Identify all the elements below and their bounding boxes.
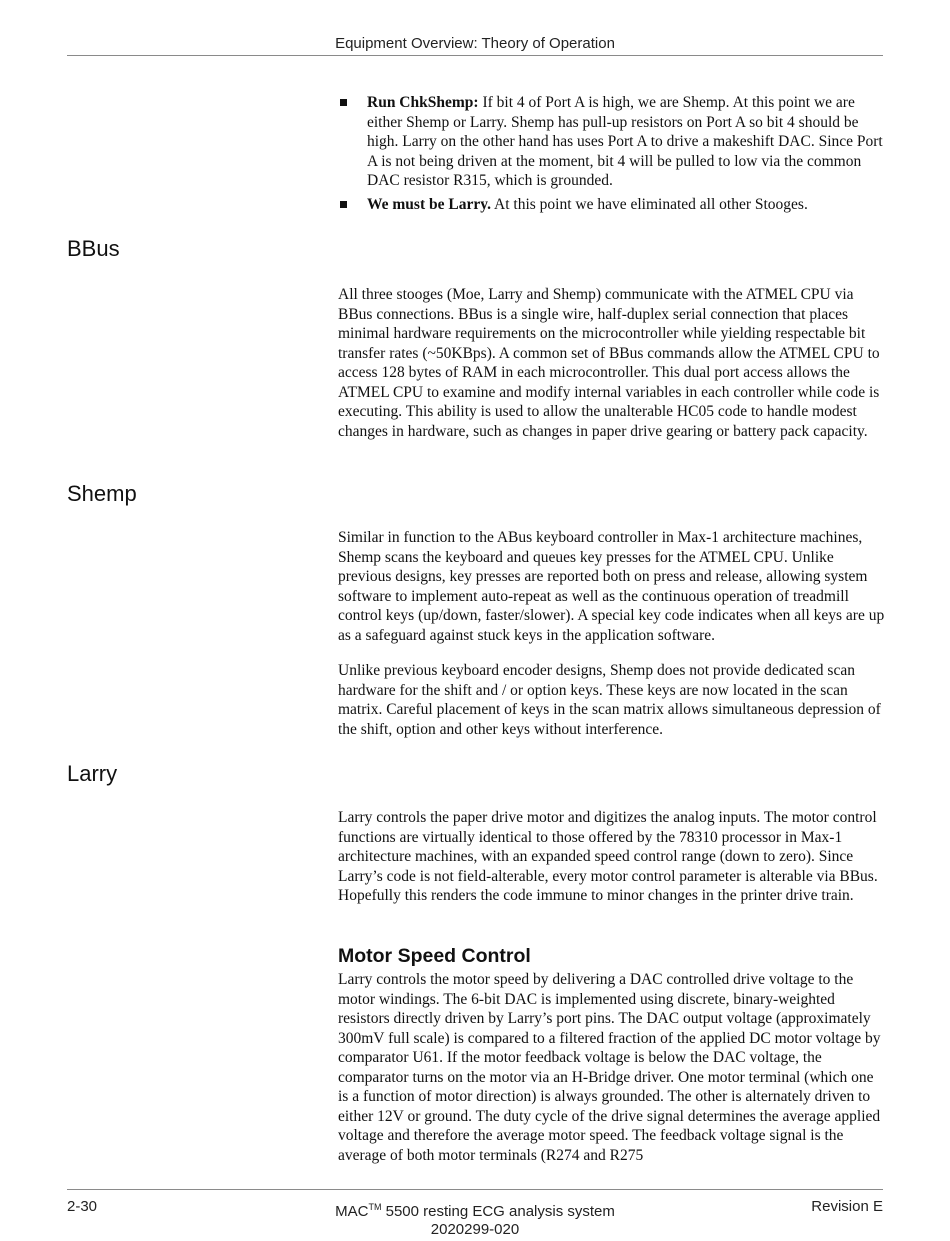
- doc-number: 2020299-020: [430, 1221, 520, 1238]
- bullet-list: [338, 93, 886, 218]
- product-prefix: MAC: [335, 1203, 369, 1220]
- revision: Revision E: [811, 1198, 883, 1215]
- paragraph: All three stooges (Moe, Larry and Shemp) communicate with the ATMEL CPU via BBus connections. BBus is a single wire, half-duplex serial connection that places minimal hardware requirements on the microcontroller while yielding respectable bit transfer rates (~50KBps). A common set of BBus commands allow the ATMEL CPU to access 128 bytes of RAM in each microcontroller. This dual port access allows the ATMEL CPU to examine and modify internal variables in each controller while code is executing. This ability is used to allow the unalterable HC05 code to handle modest changes in hardware, such as changes in paper drive gearing or battery pack capacity.: [338, 286, 880, 440]
- larry-body: [338, 808, 886, 906]
- header-rule: [67, 55, 883, 56]
- product-suffix: 5500 resting ECG analysis system: [381, 1203, 615, 1220]
- page-number: 2-30: [67, 1198, 98, 1215]
- subheading-motor-speed-control: Motor Speed Control: [338, 945, 531, 967]
- footer-rule: [67, 1189, 883, 1190]
- motor-speed-body: [338, 970, 886, 1165]
- shemp-body: [338, 528, 886, 645]
- paragraph: Larry controls the paper drive motor and digitizes the analog inputs. The motor control functions are virtually identical to those offered by the 78310 processor in Max-1 architecture machines, with an expanded speed control range (down to zero). Since Larry’s code is not field-alterable, every motor control parameter is alterable via BBus. Hopefully this renders the code immune to minor changes in the printer drive train.: [338, 809, 878, 904]
- bullet-item: [338, 93, 886, 191]
- section-heading-larry: Larry: [67, 761, 118, 786]
- bullet-item: [338, 195, 886, 215]
- bbus-body: [338, 285, 886, 441]
- bullet-lead: Run ChkShemp:: [367, 94, 479, 111]
- paragraph: Larry controls the motor speed by delivering a DAC controlled drive voltage to the motor windings. The 6-bit DAC is implemented using discrete, binary-weighted resistors directly driven by Larry’s port pins. The DAC output voltage (approximately 300mV full scale) is compared to a filtered fraction of the applied DC motor voltage by comparator U61. If the motor feedback voltage is below the DAC voltage, the comparator turns on the motor via an H-Bridge driver. One motor terminal (which one is a function of motor direction) is always grounded. The other is alternately driven to either 12V or ground. The duty cycle of the drive signal determines the average applied voltage and therefore the average motor speed. The feedback voltage signal is the average of both motor terminals (R274 and R275: [338, 971, 881, 1164]
- bullet-text: If bit 4 of Port A is high, we are Shemp. At this point we are either Shemp or Larry. Shemp has pull-up resistors on Port A so bit 4 should be high. Larry on the other hand has uses Port A to drive a makeshift DAC. Since Port A is not being driven at the moment, bit 4 will be pulled to low via the common DAC resistor R315, which is grounded.: [367, 94, 883, 189]
- bullet-text: At this point we have eliminated all other Stooges.: [491, 195, 808, 213]
- square-bullet-icon: [340, 201, 347, 208]
- paragraph: Unlike previous keyboard encoder designs, Shemp does not provide dedicated scan hardware for the shift and / or option keys. These keys are now located in the scan matrix. Careful placement of keys in the scan matrix allows simultaneous depression of the shift, option and other keys without interference.: [338, 662, 881, 738]
- paragraph: Similar in function to the ABus keyboard controller in Max-1 architecture machines, Shemp scans the keyboard and queues key presses for the ATMEL CPU. Unlike previous designs, key presses are reported both on press and release, allowing system software to implement auto-repeat as well as the continuous operation of treadmill control keys (up/down, faster/slower). A special key code indicates when all keys are up as a safeguard against stuck keys in the application software.: [338, 529, 885, 644]
- footer-product: [0, 1198, 950, 1239]
- bullet-lead: We must be Larry.: [367, 195, 491, 213]
- square-bullet-icon: [340, 99, 347, 106]
- product-name: [0, 1198, 950, 1221]
- shemp-body-2: [338, 661, 886, 739]
- section-heading-shemp: Shemp: [67, 481, 137, 506]
- running-header: Equipment Overview: Theory of Operation: [335, 35, 615, 52]
- trademark-mark: TM: [368, 1202, 382, 1212]
- section-heading-bbus: BBus: [67, 236, 120, 261]
